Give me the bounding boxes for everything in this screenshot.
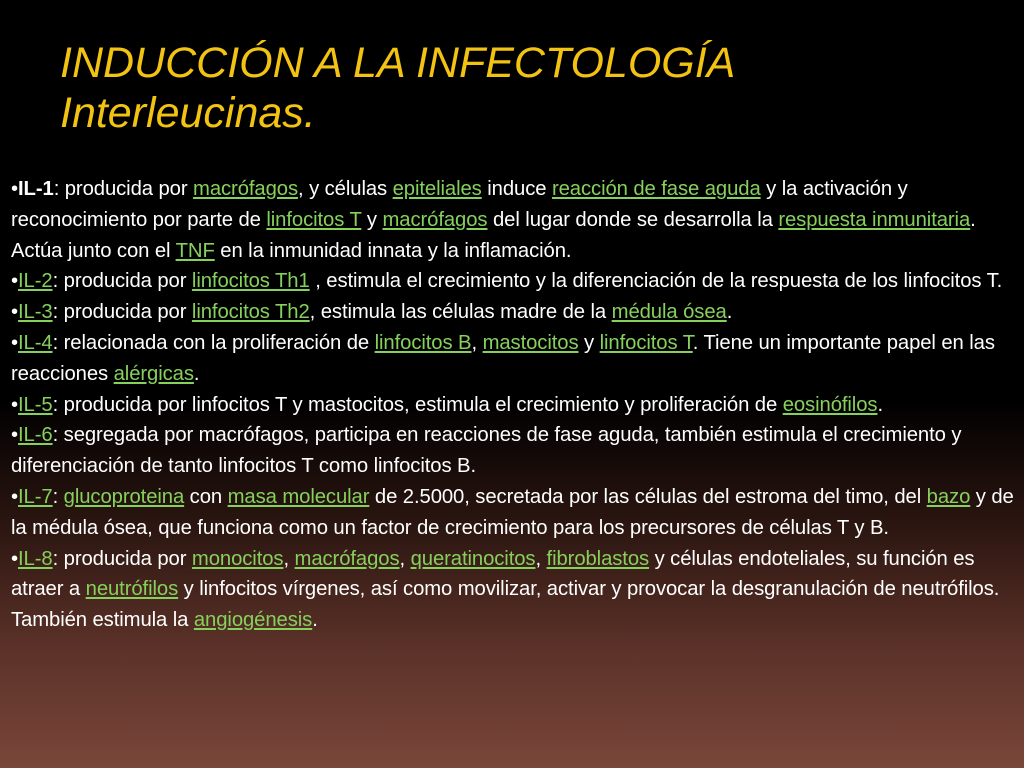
text: , estimula el crecimiento y la diferenciación de la respuesta de los linfocitos T. [309, 270, 1003, 293]
link-mastocitos[interactable]: mastocitos [482, 331, 579, 354]
text: , [471, 331, 483, 354]
text: en la inmunidad innata y la inflamación. [214, 239, 572, 262]
text: : producida por [52, 301, 192, 324]
bullet: • [11, 547, 19, 570]
item-il1 [11, 174, 1021, 266]
bullet: • [11, 485, 19, 508]
text: : producida por linfocitos T y mastocitos, estimula el crecimiento y proliferación de [52, 393, 783, 416]
bullet: • [11, 178, 19, 200]
text: . [193, 362, 200, 385]
text: : segregada por macrófagos, participa en reacciones de fase aguda, también estimula el crecimiento y diferenciación de tanto linfocitos T como linfocitos B. [11, 424, 962, 478]
link-macrofagos[interactable]: macrófagos [193, 178, 298, 200]
link-macrofagos[interactable]: macrófagos [294, 547, 400, 570]
link-linfocitos-th2[interactable]: linfocitos Th2 [191, 301, 310, 324]
link-il7[interactable]: IL-7 [18, 485, 53, 508]
text: , y células [298, 178, 393, 200]
text: y la activación y reconocimiento por parte de [11, 178, 908, 231]
link-linfocitos-b[interactable]: linfocitos B [374, 331, 472, 354]
text: , [399, 547, 411, 570]
text: : producida por [52, 547, 192, 570]
text: . [312, 609, 318, 632]
bullet: • [11, 424, 19, 447]
item-il4 [11, 328, 1021, 390]
text: . [877, 393, 883, 416]
link-epiteliales[interactable]: epiteliales [392, 178, 482, 200]
slide-title [60, 38, 735, 138]
link-monocitos[interactable]: monocitos [191, 547, 284, 570]
text: y linfocitos vírgenes, así como movilizar, activar y provocar la desgranulación de neutrófilos. También estimula la [11, 578, 1000, 632]
link-il4[interactable]: IL-4 [18, 331, 53, 354]
text: del lugar donde se desarrolla la [487, 208, 779, 231]
text: y [578, 331, 600, 354]
link-fibroblastos[interactable]: fibroblastos [546, 547, 650, 570]
text: , estimula las células madre de la [309, 301, 612, 324]
bullet: • [11, 301, 19, 324]
title-line-1: INDUCCIÓN A LA INFECTOLOGÍA [60, 39, 736, 87]
link-glucoproteina[interactable]: glucoproteina [63, 485, 185, 508]
link-il8[interactable]: IL-8 [18, 547, 53, 570]
text: y células endoteliales, su función es atraer a [11, 547, 975, 601]
text: . [726, 301, 733, 324]
link-neutrofilos[interactable]: neutrófilos [85, 578, 179, 601]
slide-body [11, 174, 1021, 636]
item-il7 [11, 482, 1021, 544]
text: . Actúa junto con el [11, 208, 976, 262]
text: : relacionada con la proliferación de [52, 331, 375, 354]
link-il6[interactable]: IL-6 [18, 424, 53, 447]
item-il2 [11, 266, 1021, 297]
text: , [535, 547, 547, 570]
title-line-2: Interleucinas. [60, 89, 316, 137]
text: y de la médula ósea, que funciona como un factor de crecimiento para los precursores de células T y B. [11, 485, 1014, 539]
link-linfocitos-t[interactable]: linfocitos T [266, 208, 362, 231]
link-bazo[interactable]: bazo [926, 485, 971, 508]
text: : producida por [52, 270, 192, 293]
text: . Tiene un importante papel en las reacciones [11, 331, 995, 385]
text: de 2.5000, secretada por las células del estroma del timo, del [369, 485, 927, 508]
link-alergicas[interactable]: alérgicas [113, 362, 194, 385]
link-eosinofilos[interactable]: eosinófilos [782, 393, 878, 416]
link-medula-osea[interactable]: médula ósea [611, 301, 727, 324]
text: induce [481, 178, 552, 200]
item-il6 [11, 420, 1021, 482]
link-queratinocitos[interactable]: queratinocitos [410, 547, 536, 570]
link-linfocitos-t[interactable]: linfocitos T [599, 331, 693, 354]
link-respuesta-inmunitaria[interactable]: respuesta inmunitaria [778, 208, 971, 231]
text: , [283, 547, 295, 570]
link-il3[interactable]: IL-3 [18, 301, 53, 324]
text: : [52, 485, 64, 508]
link-il2[interactable]: IL-2 [18, 270, 53, 293]
link-linfocitos-th1[interactable]: linfocitos Th1 [191, 270, 310, 293]
link-reaccion-fase-aguda[interactable]: reacción de fase aguda [551, 178, 761, 200]
text: : producida por [53, 178, 194, 200]
label-il1: IL-1 [18, 178, 54, 200]
item-il8 [11, 544, 1021, 636]
link-angiogenesis[interactable]: angiogénesis [193, 609, 313, 632]
text: con [184, 485, 228, 508]
link-il5[interactable]: IL-5 [18, 393, 53, 416]
item-il5 [11, 390, 1021, 421]
bullet: • [11, 331, 19, 354]
bullet: • [11, 270, 19, 293]
link-macrofagos[interactable]: macrófagos [382, 208, 488, 231]
bullet: • [11, 393, 19, 416]
link-masa-molecular[interactable]: masa molecular [227, 485, 370, 508]
text: y [361, 208, 383, 231]
link-tnf[interactable]: TNF [175, 239, 215, 262]
item-il3 [11, 297, 1021, 328]
